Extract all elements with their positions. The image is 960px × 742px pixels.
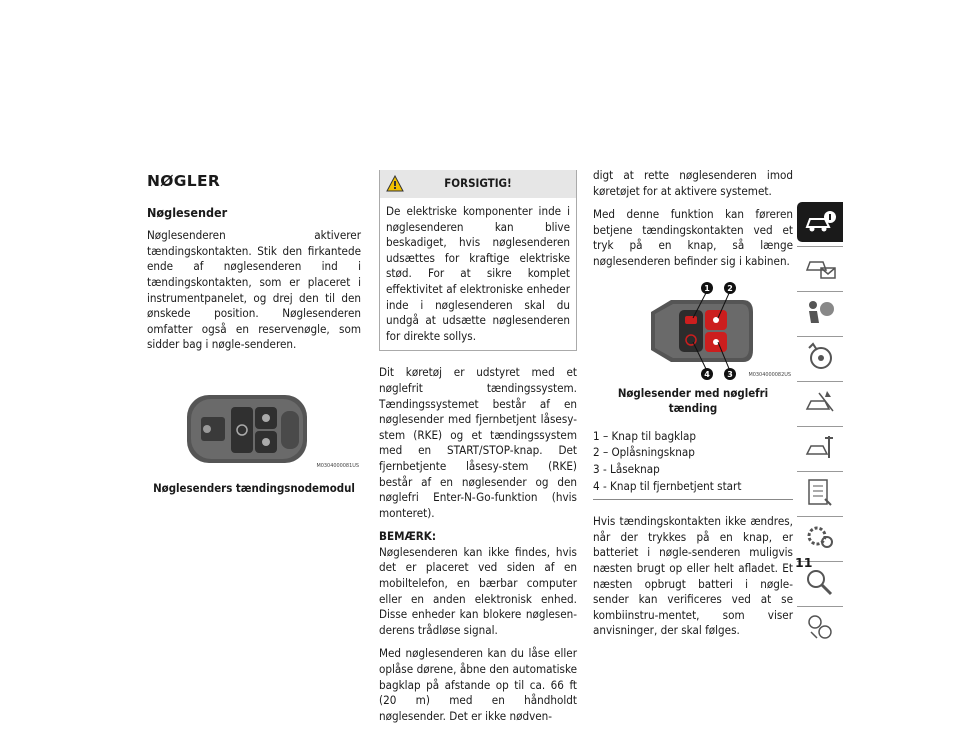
figure-caption: Nøglesenders tændingsnodemodul	[153, 480, 355, 495]
caution-text: De elektriske komponenter inde i nøglesenderen kan blive beskadiget, hvis nøglesenderen udsættes for kraftige elektriske stød. For at sikre komplet effektivitet af elektroniske enheder inde i nøglesenderen skal du undgå at udsætte nøglesenderen for direkte sollys.	[386, 204, 570, 343]
note-text: Nøglesenderen kan ikke findes, hvis det er placeret ved siden af en mobiltelefon, en bærbar computer eller en anden elektronisk enhed. Disse enheder kan blokere nøglesen-derens trådløse signal.	[379, 544, 577, 637]
warning-icon	[386, 175, 404, 197]
paragraph: Med denne funktion kan føreren betjene tændingskontakten ved et tryk på en knap, så længe nøglesenderen befinder sig i kabinen.	[593, 207, 793, 268]
figure-code: M0304000081US	[316, 463, 359, 470]
list-item: 2 – Oplåsningsknap	[593, 445, 695, 460]
language-icon[interactable]	[797, 606, 843, 647]
car-info-icon[interactable]	[797, 202, 843, 242]
figure-code: M0304000082US	[748, 371, 791, 378]
callout-1: 1	[704, 283, 710, 293]
key-fob-figure	[147, 377, 361, 477]
left-column	[147, 170, 361, 497]
list-item: 3 - Låseknap	[593, 461, 660, 476]
gear-icon[interactable]	[797, 516, 843, 557]
paragraph: Nøglesenderen aktiverer tændingskontakten. Stik den firkantede ende af nøglesenderen ind i tændingskontakten, som er placeret i instrumentpanelet, og drej den til den ønskede position. Nøglesenderen omfatter også en reservenøgle, som sidder bag i nøgle-senderen.	[147, 228, 361, 352]
caution-box	[379, 170, 577, 351]
airbag-icon[interactable]	[797, 291, 843, 332]
paragraph: Dit køretøj er udstyret med et nøglefrit tændingssystem. Tændingssystemet består af en nøglesender med fjernbetjent låsesy-stem (RKE) og et tændingssystem med en START/STOP-knap. Det fjernbetjente låsesy-stem (RKE) består af en nøglesender og den nøglefri Enter-N-Go-funktion (hvis monteret).	[379, 365, 577, 520]
subheading: Nøglesender	[147, 204, 228, 220]
middle-column	[379, 170, 577, 732]
callout-3: 3	[727, 369, 733, 379]
crash-icon[interactable]	[797, 381, 843, 422]
paragraph: Hvis tændingskontakten ikke ændres, når der trykkes på en knap, er batteriet i nøgle-senderen muligvis næsten brugt op eller helt afladet. Et næsten opbrugt batteri i nøgle-sender kan verificeres ved at se kombiinstru-mentet, som viser anvisninger, der skal følges.	[593, 514, 793, 638]
note-title: BEMÆRK:	[379, 529, 437, 544]
right-column	[593, 168, 793, 647]
callout-2: 2	[727, 283, 733, 293]
keyless-fob-figure	[593, 278, 793, 386]
page-number: 11	[795, 555, 813, 570]
list-item: 1 – Knap til bagklap	[593, 428, 697, 443]
paragraph: Med nøglesenderen kan du låse eller oplåse dørene, åbne den automatiske bagklap på afstande op til ca. 66 ft (20 m) med en håndholdt nøglesender. Det er ikke nødven-	[379, 646, 577, 723]
caution-title: FORSIGTIG!	[444, 176, 512, 191]
section-heading: NØGLER	[147, 172, 221, 190]
caution-header	[380, 170, 576, 198]
chapter-tabs	[797, 202, 843, 651]
figure-caption: Nøglesender med nøglefri tænding	[617, 385, 769, 416]
list-item: 4 - Knap til fjernbetjent start	[593, 478, 742, 493]
mail-icon[interactable]	[797, 246, 843, 287]
checklist-icon[interactable]	[797, 471, 843, 512]
callout-4: 4	[704, 369, 710, 379]
car-tools-icon[interactable]	[797, 426, 843, 467]
paragraph: digt at rette nøglesenderen imod køretøjet for at aktivere systemet.	[593, 168, 793, 198]
button-legend	[593, 429, 793, 500]
steering-wheel-icon[interactable]	[797, 336, 843, 377]
